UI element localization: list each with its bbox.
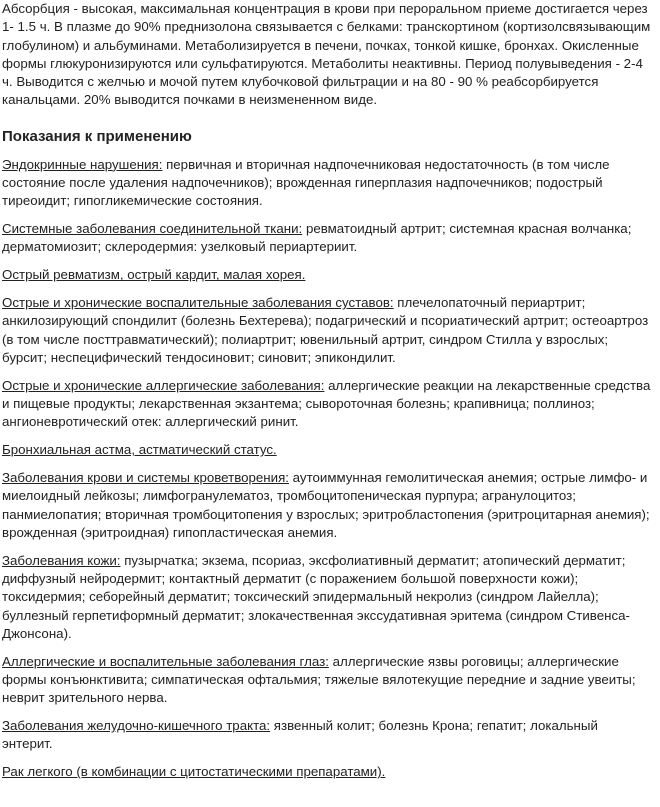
- indication-text: аутоиммунная гемолитическая анемия; острые лимфо- и миелоидный лейкозы; лимфогранулематоз, тромбоцитопеническая пурпура; агранулоцитоз; панмиелопатия; вторичная тромбоцитопения у взрослых; эритробластопения (эритроцитарная анемия); врожденная (эритроидная) гипопластическая анемия.: [2, 469, 650, 540]
- indication-label: Острые и хронические аллергические заболевания:: [2, 377, 325, 393]
- indication-blood: [2, 469, 652, 542]
- indication-label: Острые и хронические воспалительные заболевания суставов:: [2, 295, 394, 311]
- indication-gi: [2, 717, 652, 754]
- indication-joints: [2, 294, 652, 367]
- indication-lung-cancer: [2, 763, 652, 781]
- indication-text: аллергические язвы роговицы; аллергические формы конъюнктивита; симпатическая офтальмия; тяжелые вялотекущие передние и задние увеиты; неврит зрительного нерва.: [2, 653, 636, 706]
- indication-label: Эндокринные нарушения:: [2, 156, 163, 172]
- indication-text: пузырчатка; экзема, псориаз, эксфолиативный дерматит; атопический дерматит; диффузный нейродермит; контактный дерматит (с поражением большой поверхности кожи); токсидермия; себорейный дерматит; токсический эпидермальный некролиз (синдром Лайелла); буллезный герпетиформный дерматит; злокачественная экссудативная эритема (синдром Стивенса-Джонсона).: [2, 552, 630, 641]
- indication-endocrine: [2, 156, 652, 211]
- indication-text: аллергические реакции на лекарственные средства и пищевые продукты; лекарственная экзантема; сывороточная болезнь; крапивница; поллиноз; ангионевротический отек: аллергический ринит.: [2, 377, 651, 430]
- indication-label: Заболевания кожи:: [2, 552, 121, 568]
- indication-label: Рак легкого (в комбинации с цитостатическими препаратами).: [2, 764, 386, 780]
- indication-text: первичная и вторичная надпочечниковая недостаточность (в том числе состояние после удаления надпочечников); врожденная гиперплазия надпочечников; подострый тиреоидит; гипогликемические состояния.: [2, 156, 610, 209]
- section-heading: Показания к применению: [2, 127, 192, 145]
- indication-text: язвенный колит; болезнь Крона; гепатит; локальный энтерит.: [2, 718, 598, 752]
- indication-label: Аллергические и воспалительные заболевания глаз:: [2, 653, 329, 669]
- indication-text: плечелопаточный периартрит; анкилозирующий спондилит (болезнь Бехтерева); подагрический и псориатический артрит; остеоартроз (в том числе посттравматический); полиартрит; ювенильный артрит, синдром Стилла у взрослых; бурсит; неспецифический тендосиновит; синовит; эпикондилит.: [2, 295, 649, 365]
- indication-label: Бронхиальная астма, астматический статус.: [2, 442, 277, 458]
- indication-eyes: [2, 653, 652, 708]
- indication-connective-tissue: [2, 220, 652, 257]
- indication-skin: [2, 552, 652, 643]
- indication-label: Заболевания крови и системы кроветворения:: [2, 469, 289, 485]
- indication-asthma: [2, 441, 652, 459]
- indication-label: Острый ревматизм, острый кардит, малая хорея.: [2, 267, 306, 283]
- indication-label: Заболевания желудочно-кишечного тракта:: [2, 718, 271, 733]
- intro-paragraph: Абсорбция - высокая, максимальная концентрация в крови при пероральном приеме достигается через 1- 1.5 ч. В плазме до 90% преднизолона связывается с белками: транскортином (кортизолсвязывающим глобулином) и альбуминами. Метаболизируется в печени, почках, тонкой кишке, бронхах. Окисленные формы глюкуронизируются или сульфатируются. Метаболиты неактивны. Период полувыведения - 2-4 ч. Выводится с желчью и мочой путем клубочковой фильтрации и на 80 - 90 % реабсорбируется канальцами. 20% выводится почками в неизмененном виде.: [2, 1, 651, 108]
- indication-label: Системные заболевания соединительной ткани:: [2, 221, 303, 237]
- indication-allergic: [2, 377, 652, 432]
- indication-rheumatism: [2, 266, 652, 284]
- indication-text: ревматоидный артрит; системная красная волчанка; дерматомиозит; склеродермия: узелковый периартериит.: [2, 221, 632, 255]
